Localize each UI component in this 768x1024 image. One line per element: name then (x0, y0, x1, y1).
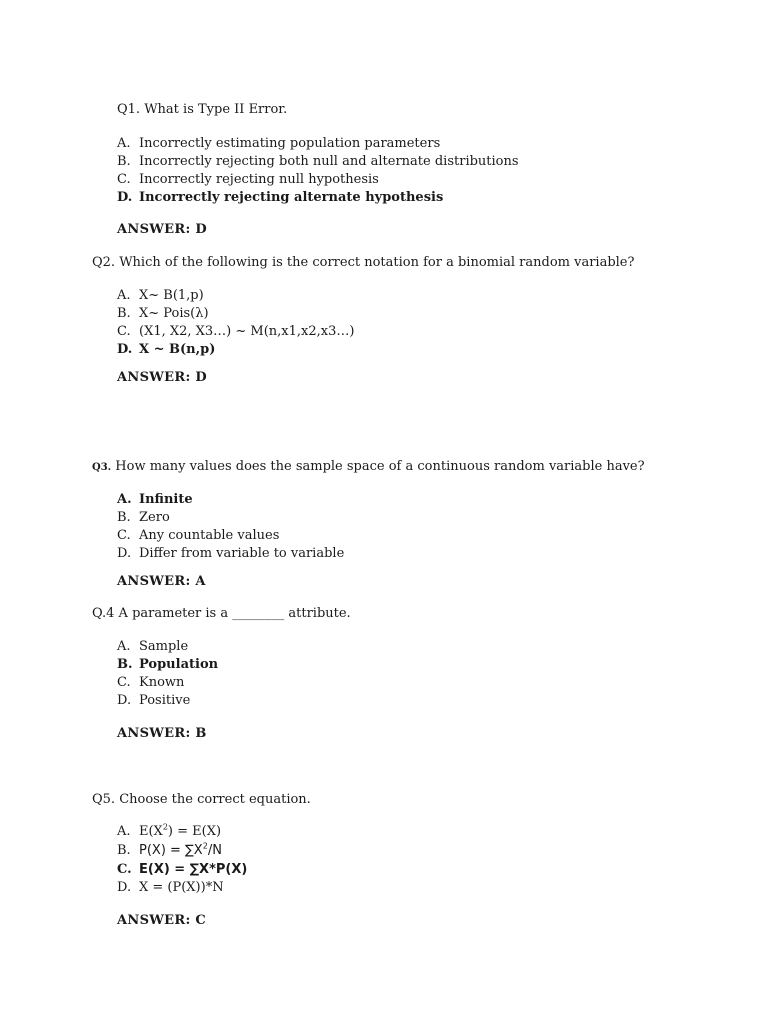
option-text: Incorrectly estimating population parameters (139, 136, 441, 151)
option-letter: D. (117, 880, 132, 895)
q1-option-d-correct (117, 190, 443, 206)
option-text: Known (139, 675, 185, 690)
question-1-text: What is Type II Error. (140, 102, 288, 117)
option-text: Population (139, 657, 219, 672)
option-text: Incorrectly rejecting both null and alternate distributions (139, 154, 519, 169)
question-3-prefix: Q3. (92, 462, 112, 473)
option-letter: D. (117, 546, 132, 561)
q1-answer: ANSWER: D (117, 222, 207, 237)
q5-option-a (117, 824, 221, 840)
option-letter: B. (117, 306, 131, 321)
q4-answer: ANSWER: B (117, 726, 207, 741)
option-letter: D. (117, 693, 132, 708)
question-5 (92, 792, 311, 808)
q2-option-b (117, 306, 209, 322)
q4-option-c (117, 675, 184, 691)
option-text: E(X) = ∑X*P(X) (139, 862, 248, 877)
option-text: $E(X^2) = E(X)$ (139, 822, 222, 839)
option-letter: B. (117, 843, 131, 858)
q4-option-a (117, 639, 188, 655)
q4-option-b-correct (117, 657, 218, 673)
question-4 (92, 606, 351, 622)
question-4-prefix: Q.4 (92, 606, 115, 621)
q3-option-c (117, 528, 279, 544)
question-3 (92, 459, 645, 476)
option-text: Positive (139, 693, 191, 708)
option-letter: B. (117, 154, 131, 169)
q3-option-d (117, 546, 344, 562)
option-text: Incorrectly rejecting null hypothesis (139, 172, 379, 187)
q3-option-a-correct (117, 492, 193, 508)
option-letter: A. (117, 492, 132, 507)
q1-option-a (117, 136, 440, 152)
option-letter: A. (117, 639, 131, 654)
option-text: X ~ B(n,p) (139, 342, 216, 357)
q3-option-b (117, 510, 170, 526)
q2-option-a (117, 288, 204, 304)
option-text: (X1, X2, X3…) ~ M(n,x1,x2,x3…) (139, 324, 355, 339)
option-text: X~ B(1,p) (139, 288, 204, 303)
q5-option-d (117, 880, 224, 896)
q5-option-b (117, 843, 222, 859)
option-text: Sample (139, 639, 189, 654)
option-letter: B. (117, 510, 131, 525)
q4-option-d (117, 693, 190, 709)
option-letter: A. (117, 136, 131, 151)
option-letter: C. (117, 172, 131, 187)
question-3-text: How many values does the sample space of a continuous random variable have? (111, 459, 645, 474)
option-text: Any countable values (139, 528, 280, 543)
option-text: X~ Pois(λ) (139, 306, 209, 321)
option-text: Zero (139, 510, 170, 525)
option-letter: D. (117, 190, 133, 205)
option-letter: A. (117, 288, 131, 303)
q2-answer: ANSWER: D (117, 370, 207, 385)
option-text: Infinite (139, 492, 193, 507)
option-letter: C. (117, 324, 131, 339)
option-text: $P(X) = \sum X^2/N$ (139, 841, 222, 858)
question-5-prefix: Q5. (92, 792, 116, 807)
question-2 (92, 255, 634, 271)
question-4-text: A parameter is a ________ attribute. (114, 606, 351, 621)
q3-answer: ANSWER: A (117, 574, 206, 589)
option-letter: C. (117, 862, 132, 877)
question-5-text: Choose the correct equation. (115, 792, 311, 807)
option-text: X = (P(X))*N (139, 880, 224, 895)
question-1 (117, 102, 287, 118)
question-2-prefix: Q2. (92, 255, 116, 270)
q1-option-c (117, 172, 379, 188)
q2-option-c (117, 324, 354, 340)
question-2-text: Which of the following is the correct notation for a binomial random variable? (115, 255, 635, 270)
q5-option-c-correct (117, 862, 247, 878)
option-letter: C. (117, 528, 131, 543)
q2-option-d-correct (117, 342, 215, 358)
q1-option-b (117, 154, 519, 170)
option-letter: A. (117, 824, 131, 839)
question-1-prefix: Q1. (117, 102, 141, 117)
option-text: Incorrectly rejecting alternate hypothesis (139, 190, 444, 205)
option-letter: B. (117, 657, 133, 672)
option-text: Differ from variable to variable (139, 546, 345, 561)
option-letter: C. (117, 675, 131, 690)
q5-answer: ANSWER: C (117, 913, 207, 928)
option-letter: D. (117, 342, 133, 357)
